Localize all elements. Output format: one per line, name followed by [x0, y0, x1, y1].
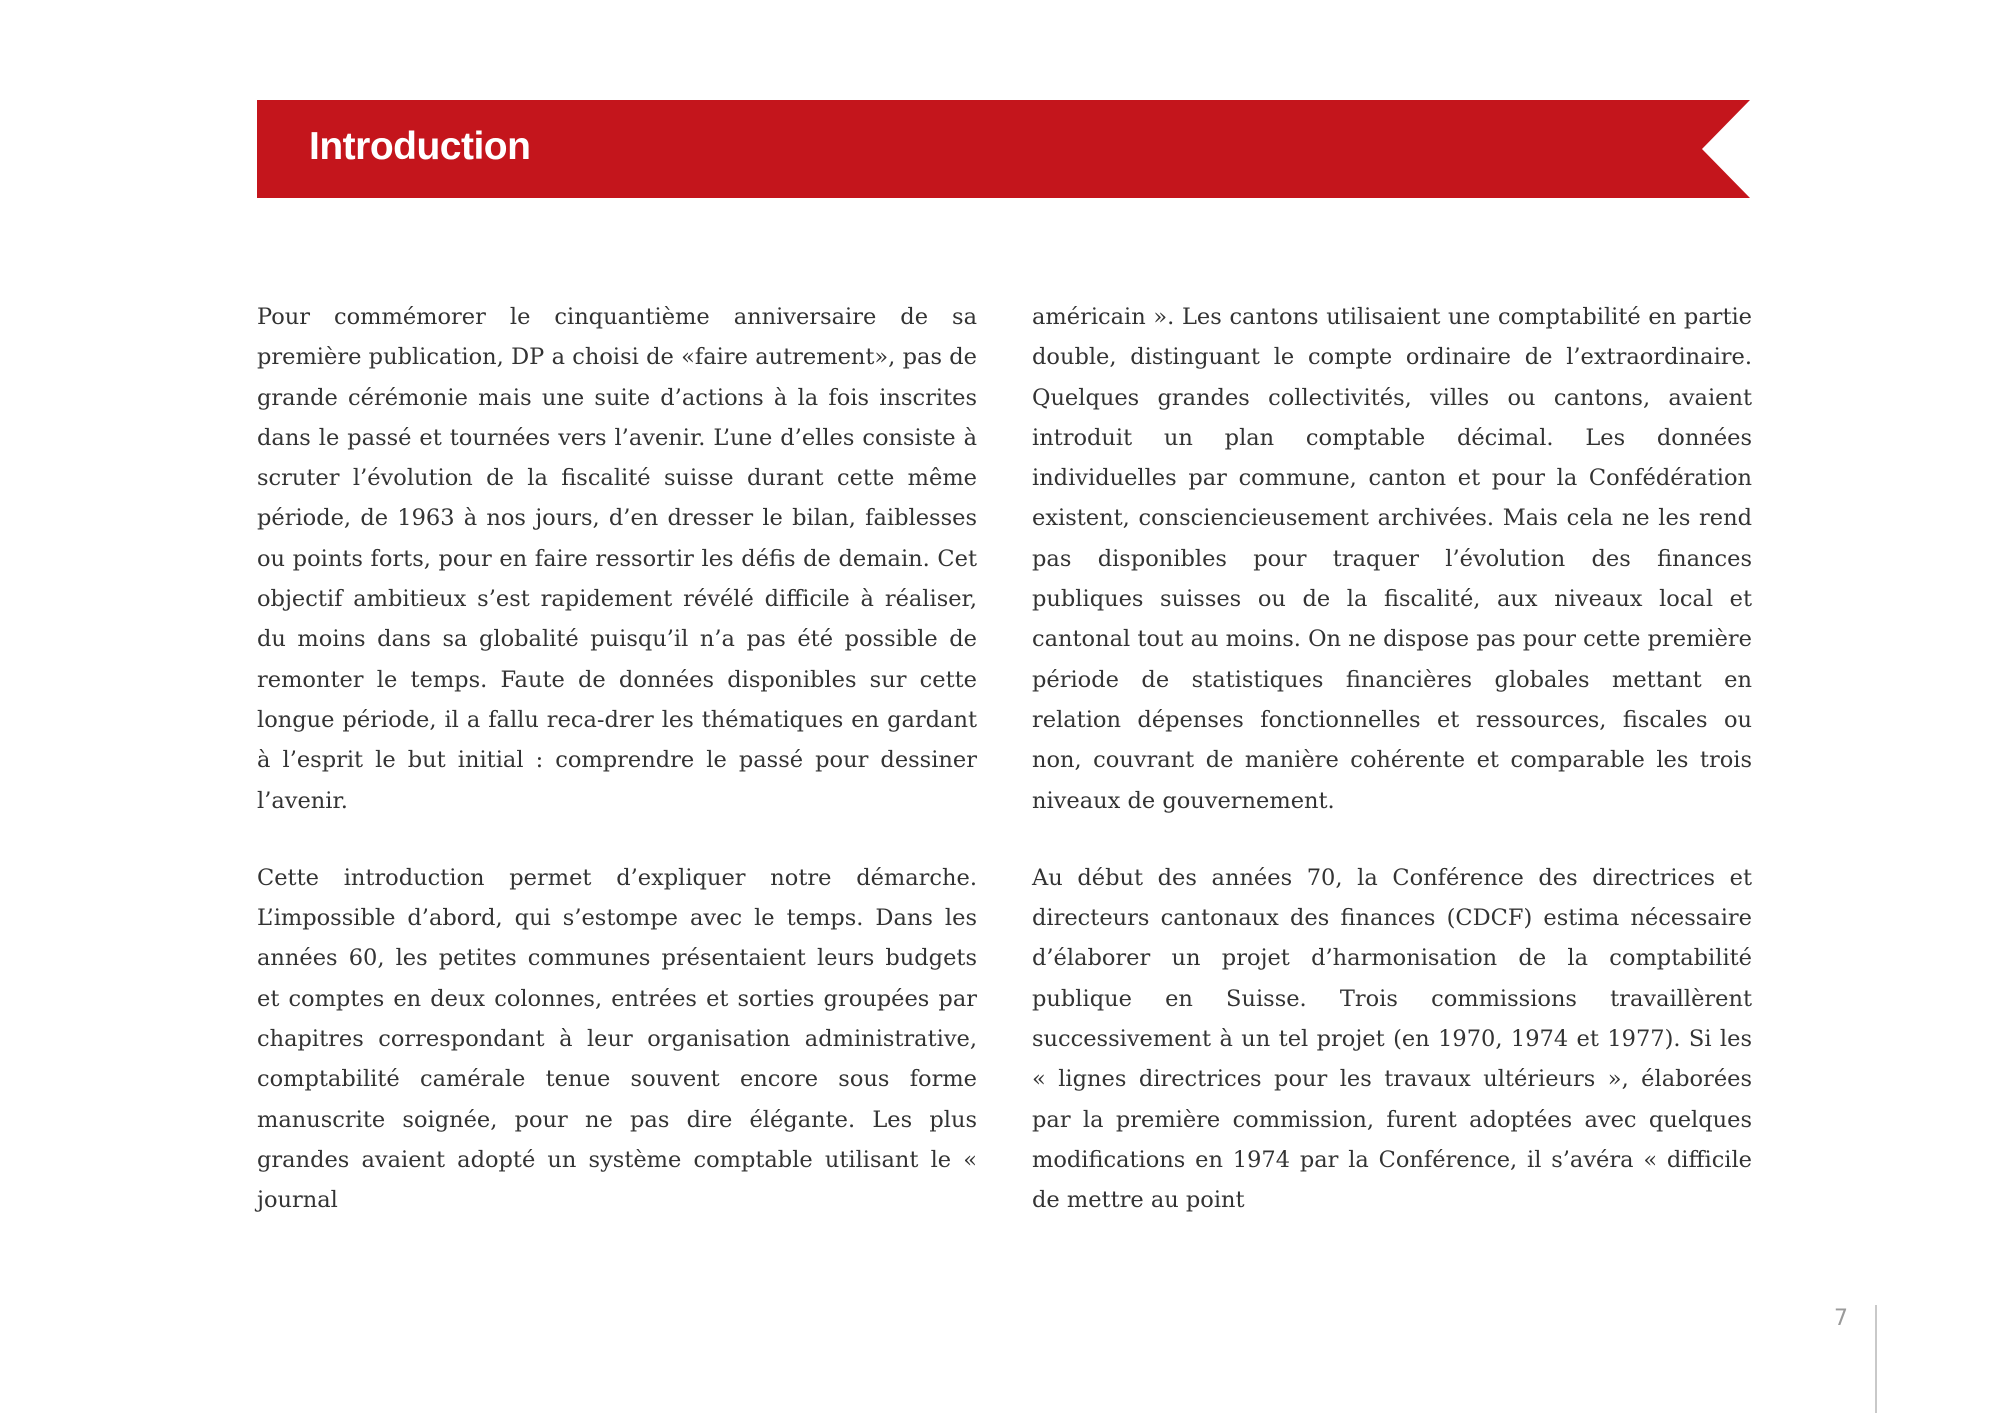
paragraph: Cette introduction permet d’expliquer notre démarche. L’impossible d’abord, qui s’estompe avec le temps. Dans les années 60, les petites communes présentaient leurs budgets et comptes en deux colonnes, entrées et sorties groupées par chapitres correspondant à leur organisation administrative, comptabilité camérale tenue souvent encore sous forme manuscrite soignée, pour ne pas dire élégante. Les plus grandes avaient adopté un système comptable utilisant le « journal	[257, 864, 977, 1214]
paragraph: Pour commémorer le cinquantième anniversaire de sa première publication, DP a choisi de «faire autrement», pas de grande cérémonie mais une suite d’actions à la fois inscrites dans le passé et tournées vers l’avenir. L’une d’elles consiste à scruter l’évolution de la fiscalité suisse durant cette même période, de 1963 à nos jours, d’en dresser le bilan, faiblesses ou points forts, pour en faire ressortir les défis de demain. Cet objectif ambitieux s’est rapidement révélé difficile à réaliser, du moins dans sa globalité puisqu’il n’a pas été possible de remonter le temps. Faute de données disponibles sur cette longue période, il a fallu reca-drer les thématiques en gardant à l’esprit le but initial : comprendre le passé pour dessiner l’avenir.	[257, 304, 977, 814]
page-number-divider	[1875, 1305, 1877, 1413]
text-column-right	[1032, 297, 1752, 1258]
section-banner	[257, 100, 1750, 198]
page-number: 7	[1834, 1306, 1848, 1331]
text-column-left	[257, 297, 977, 1258]
section-title: Introduction	[309, 125, 531, 168]
paragraph: Au début des années 70, la Conférence des directrices et directeurs cantonaux des finances (CDCF) estima nécessaire d’élaborer un projet d’harmonisation de la comptabilité publique en Suisse. Trois commissions travaillèrent successivement à un tel projet (en 1970, 1974 et 1977). Si les « lignes directrices pour les travaux ultérieurs », élaborées par la première commission, furent adoptées avec quelques modifications en 1974 par la Conférence, il s’avéra « difficile de mettre au point	[1032, 864, 1752, 1214]
paragraph: américain ». Les cantons utilisaient une comptabilité en partie double, distinguant le compte ordinaire de l’extraordinaire. Quelques grandes collectivités, villes ou cantons, avaient introduit un plan comptable décimal. Les données individuelles par commune, canton et pour la Confédération existent, consciencieusement archivées. Mais cela ne les rend pas disponibles pour traquer l’évolution des finances publiques suisses ou de la fiscalité, aux niveaux local et cantonal tout au moins. On ne dispose pas pour cette première période de statistiques financières globales mettant en relation dépenses fonctionnelles et ressources, fiscales ou non, couvrant de manière cohérente et comparable les trois niveaux de gouvernement.	[1032, 304, 1752, 814]
